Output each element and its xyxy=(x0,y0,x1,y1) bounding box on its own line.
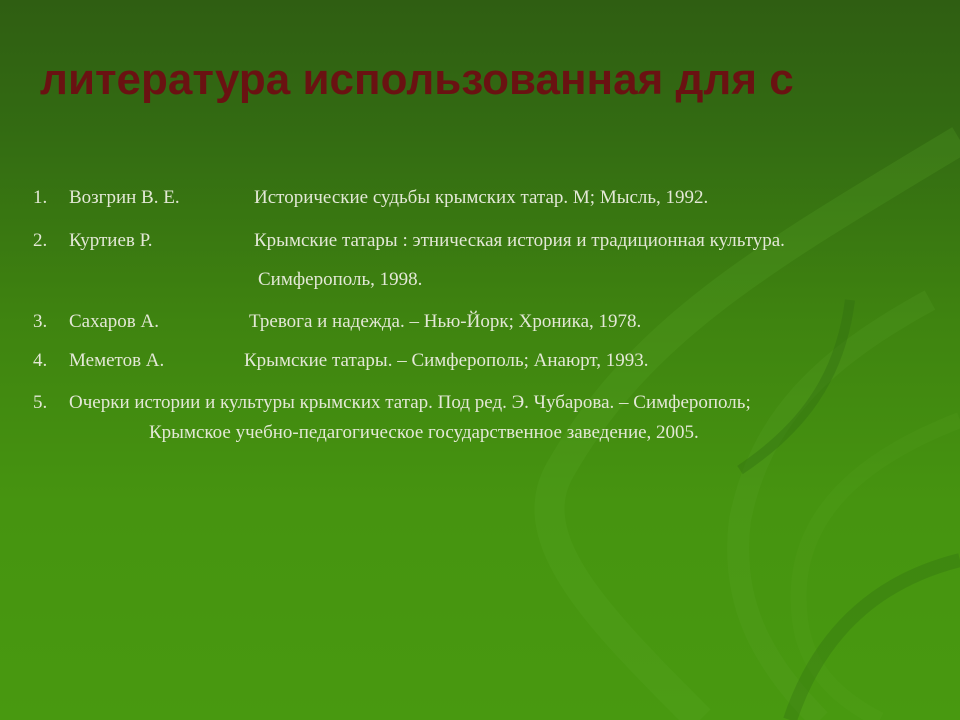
reference-author: Возгрин В. Е. xyxy=(69,187,180,208)
reference-work: Исторические судьбы крымских татар. М; Мысль, 1992. xyxy=(254,187,709,208)
slide-title: литература использованная для с xyxy=(40,55,794,104)
reference-author: Куртиев Р. xyxy=(69,230,153,251)
reference-number: 2. xyxy=(33,230,48,251)
reference-author: Сахаров А. xyxy=(69,311,159,332)
reference-number: 3. xyxy=(33,311,48,332)
reference-author: Меметов А. xyxy=(69,350,165,371)
reference-work-continuation: Симферополь, 1998. xyxy=(258,269,423,290)
reference-number: 4. xyxy=(33,350,48,371)
reference-work: Крымские татары. – Симферополь; Анаюрт, 1993. xyxy=(244,350,649,371)
reference-work: Крымские татары : этническая история и традиционная культура. xyxy=(254,230,785,251)
reference-work: Тревога и надежда. – Нью-Йорк; Хроника, 1978. xyxy=(249,311,642,332)
reference-number: 5. xyxy=(33,392,48,413)
reference-author: Очерки истории и культуры крымских татар. Под ред. Э. Чубарова. – Симферополь; xyxy=(69,392,751,413)
reference-work-continuation: Крымское учебно-педагогическое государственное заведение, 2005. xyxy=(149,422,699,443)
reference-number: 1. xyxy=(33,187,48,208)
